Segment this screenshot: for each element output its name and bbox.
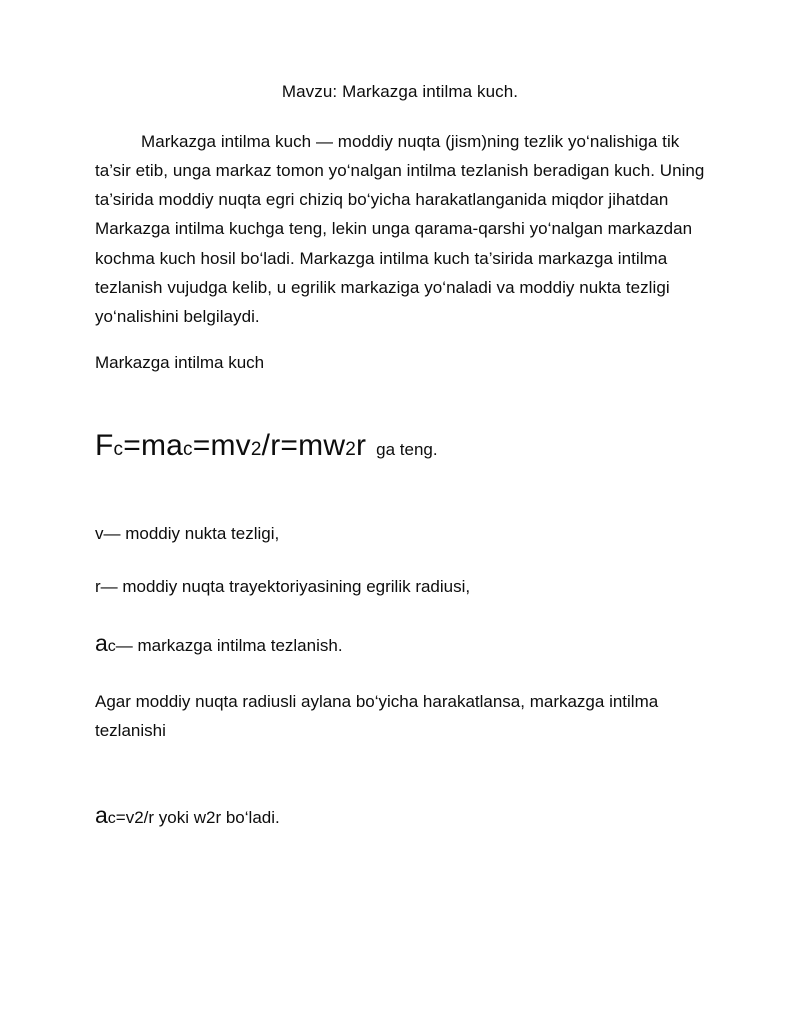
legend-text-r: — moddiy nuqta trayektoriyasining egrilik radiusi, xyxy=(100,576,471,596)
final-formula-sub: c xyxy=(107,810,116,828)
main-formula-block xyxy=(95,428,705,464)
formula-f-sub: c xyxy=(113,439,124,461)
final-formula-line xyxy=(95,797,705,834)
final-formula-base: a xyxy=(95,802,108,829)
intro-paragraph: Markazga intilma kuch — moddiy nuqta (jism)ning tezlik yo‘nalishiga tik ta’sir etib, unga markaz tomon yo‘nalgan intilma tezlanish beradigan kuch. Uning ta’sirida moddiy nuqta egri chiziq bo‘yicha harakatlanganida miqdor jihatdan Markazga intilma kuchga teng, lekin unga qarama-qarshi yo‘nalgan markazdan kochma kuch hosil bo‘ladi. Markazga intilma kuch ta’sirida markazga intilma tezlanish vujudga kelib, u egrilik markaziga yo‘naladi va moddiy nukta tezligi yo‘nalishini belgilaydi. xyxy=(95,131,705,327)
formula-mw-sub: 2 xyxy=(345,439,356,461)
final-formula-symbol xyxy=(95,802,116,828)
formula-eq2: = xyxy=(192,429,211,463)
subheading: Markazga intilma kuch xyxy=(95,353,265,373)
legend-item-v xyxy=(95,520,705,547)
note-paragraph: Agar moddiy nuqta radiusli aylana bo‘yicha harakatlansa, markazga intilma tezlanishi xyxy=(95,691,659,740)
formula-eq3: = xyxy=(280,429,299,463)
legend-symbol-a xyxy=(95,630,116,656)
formula-tail-text: ga teng. xyxy=(376,440,438,460)
legend-symbol-a-base: a xyxy=(95,629,108,656)
formula-ma-sub: c xyxy=(183,439,193,461)
main-formula xyxy=(95,428,366,464)
legend-symbol-a-sub: c xyxy=(107,637,116,655)
legend-symbol-r: r xyxy=(95,576,101,596)
legend-item-r xyxy=(95,573,705,600)
formula-mv: mv xyxy=(210,429,251,463)
legend-text-v: — moddiy nukta tezligi, xyxy=(103,524,280,544)
document-title: Mavzu: Markazga intilma kuch. xyxy=(281,82,519,101)
formula-eq1: = xyxy=(123,429,141,463)
formula-slash-r: /r xyxy=(261,429,281,463)
legend-item-ac xyxy=(95,625,705,662)
legend-list xyxy=(95,520,705,661)
legend-text-ac: — markazga intilma tezlanish. xyxy=(115,635,343,655)
formula-mv-sub: 2 xyxy=(250,439,262,461)
formula-mw: mw xyxy=(298,429,346,463)
final-formula-text: =v2/r yoki w2r bo‘ladi. xyxy=(115,808,280,828)
formula-ma: ma xyxy=(140,429,184,463)
legend-symbol-v: v xyxy=(95,524,104,544)
formula-f: F xyxy=(95,429,114,463)
formula-r: r xyxy=(355,429,367,463)
